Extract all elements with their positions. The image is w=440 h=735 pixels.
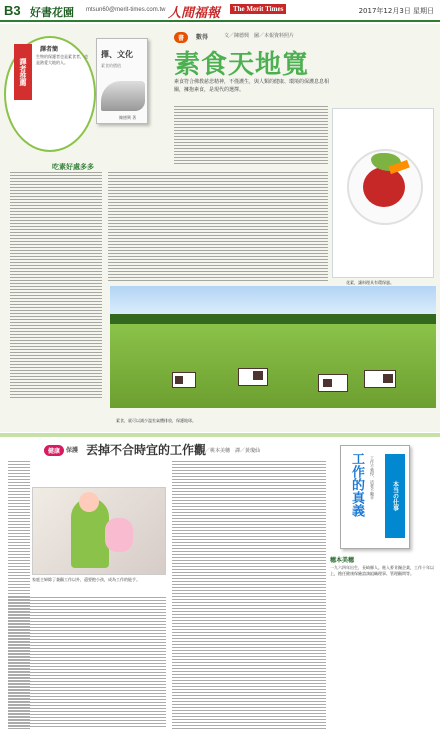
contact-email: mtsun60@merit-times.com.tw [86, 7, 166, 13]
text-column [174, 106, 328, 164]
tree-line [110, 314, 436, 324]
text-column [8, 597, 166, 729]
headline: 丟掉不合時宜的工作觀 [86, 443, 207, 457]
cow [318, 374, 348, 392]
book-cover-2 [340, 445, 410, 549]
cow [238, 368, 268, 386]
book-cover [96, 38, 148, 124]
book-title: 工作的真義 [349, 452, 364, 517]
byline: 文／陳德興 圖／本報資料照片 [224, 33, 295, 39]
headline: 素食天地寬 [174, 50, 310, 80]
byline: 文／桃本美穗 譯／黃瓊仙 [200, 448, 261, 454]
cow [364, 370, 396, 388]
photo-caption: 家庭主婦除了兼顧工作以外，還要抱小孩，成為工作的能手。 [32, 577, 140, 582]
food-photo [332, 108, 434, 278]
book-author: 陳德興 著 [119, 115, 137, 120]
cow [172, 372, 196, 388]
publisher-label: 譯者簡 [40, 46, 59, 53]
author-heading: 穗本美穗 [330, 557, 355, 564]
meadow-photo [110, 286, 436, 408]
text-column [172, 461, 326, 729]
category-tag: 書 [174, 32, 188, 43]
page-header [0, 0, 440, 22]
mother-baby-photo [32, 487, 166, 575]
book-subtitle: 素食的價值 [101, 63, 121, 68]
feature-article [0, 24, 440, 432]
meadow-caption: 素食，就可以減少溫室氣體排放，保護地球。 [116, 418, 196, 423]
issue-date: 2017年12月3日 星期日 [358, 7, 434, 15]
newspaper-logo: 人間福報 [168, 6, 221, 21]
baby-figure [105, 518, 133, 552]
book-title: 擇、文化 [101, 49, 133, 59]
book-title-jp: 本当の仕事 [385, 454, 405, 538]
category-tag: 健康 [44, 445, 64, 456]
book-description: 生物的保護者也是素食者，也是熱愛大地的人。 [36, 54, 88, 65]
radish [363, 167, 405, 207]
page-number: B3 [4, 3, 21, 18]
section-name: 好書花園 [30, 6, 74, 19]
second-article [0, 437, 440, 733]
woman-head [79, 492, 99, 512]
category-tag-2: 保護 [66, 447, 79, 454]
category-tag-2: 數得 [196, 34, 209, 41]
subheading: 吃素好處多多 [52, 163, 94, 171]
book-subtitle: 工作不強悍，活著不艱辛 [370, 456, 375, 500]
lead-paragraph: 素食符合佛教慈悲精神，不僅護生，與人類的健康、環境的保護息息相關，擁抱素食，是現代的選擇。 [174, 79, 330, 93]
newspaper-logo-en: The Merit Times [230, 4, 286, 14]
text-column [108, 172, 328, 282]
food-caption: 花素，讓料理具有環保風。 [346, 280, 394, 285]
text-column [10, 172, 102, 400]
author-bio: 一九六四年出生，長崎縣人。進入麥肯錫企業，工作十年以上，擔任健康保險諮詢組織理事、管理顧問等。 [330, 565, 434, 576]
recommend-label: 譯者推薦 [14, 44, 32, 100]
brush-art [101, 81, 145, 111]
